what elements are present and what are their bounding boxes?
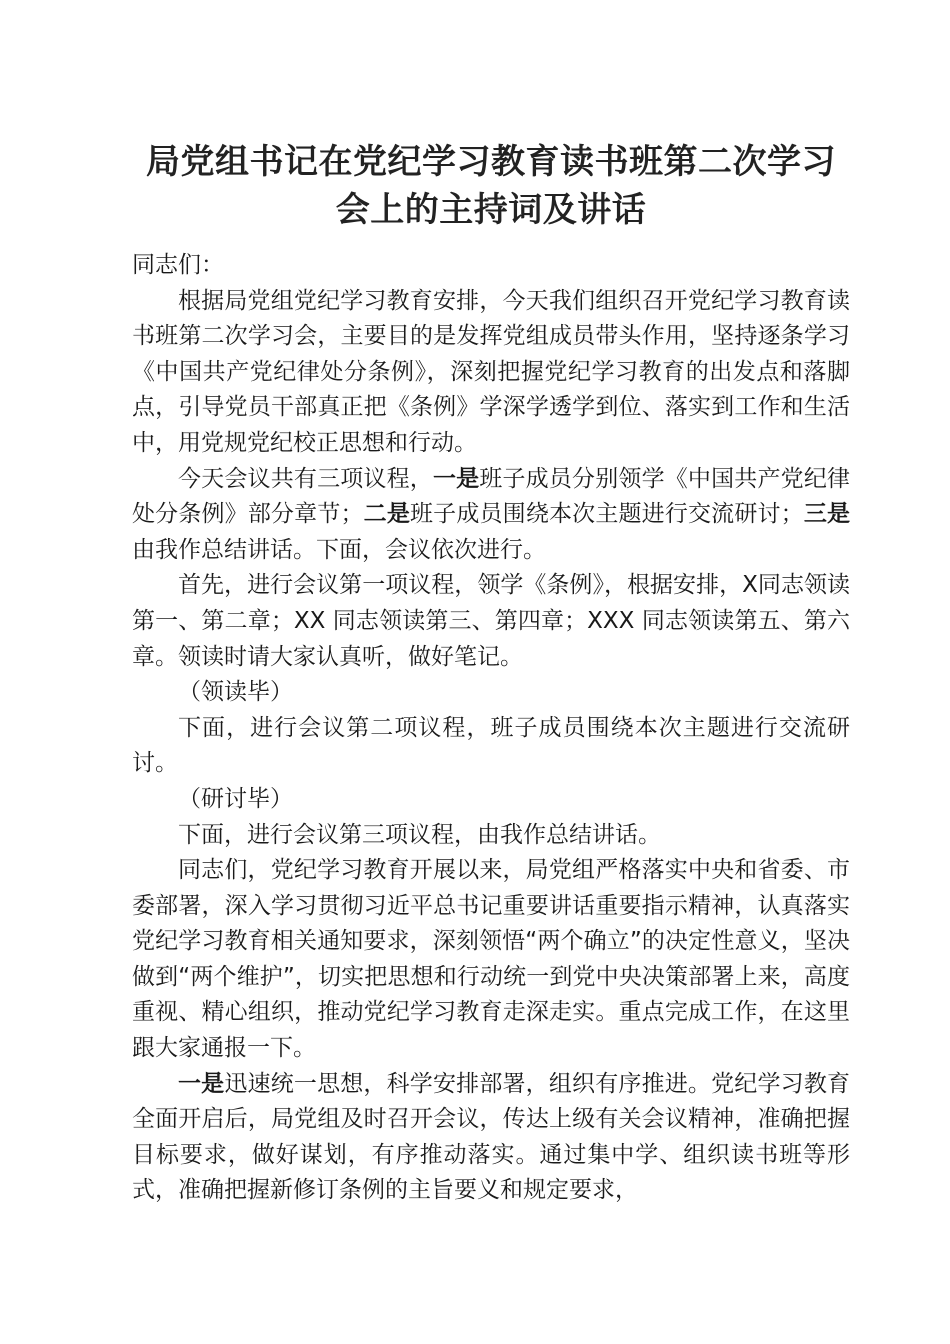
document-page — [132, 138, 850, 1209]
agenda-item-1-marker: 一是 — [432, 465, 480, 492]
paragraph-third-item: 下面，进行会议第三项议程，由我作总结讲话。 — [178, 821, 661, 848]
paragraph-second-item: 下面，进行会议第二项议程，班子成员围绕本次主题进行交流研讨。 — [132, 714, 850, 777]
document-title — [132, 138, 850, 234]
document-body — [132, 248, 850, 1209]
agenda-text-2: 班子成员分别领学《中国共产党纪律处分条例》部分章节； — [132, 465, 851, 528]
agenda-text-3: 班子成员围绕本次主题进行交流研讨； — [410, 501, 804, 528]
point-one-marker: 一是 — [178, 1070, 225, 1097]
paragraph-agenda — [132, 462, 850, 569]
title-line-2: 会上的主持词及讲话 — [335, 190, 647, 230]
paragraph-point-one — [132, 1067, 850, 1209]
stage-note-discussion-done: （研讨毕） — [178, 785, 293, 812]
agenda-text-4: 由我作总结讲话。下面，会议依次进行。 — [132, 536, 546, 563]
agenda-item-3-marker: 三是 — [803, 501, 851, 528]
paragraph-speech-overview: 同志们，党纪学习教育开展以来，局党组严格落实中央和省委、市委部署，深入学习贯彻习近平总书记重要讲话重要指示精神，认真落实党纪学习教育相关通知要求，深刻领悟“两个确立”的决定性意义，坚决做到“两个维护”，切实把思想和行动统一到党中央决策部署上来，高度重视、精心组织，推动党纪学习教育走深走实。重点完成工作，在这里跟大家通报一下。 — [132, 857, 850, 1062]
paragraph-intro: 根据局党组党纪学习教育安排，今天我们组织召开党纪学习教育读书班第二次学习会，主要目的是发挥党组成员带头作用，坚持逐条学习《中国共产党纪律处分条例》，深刻把握党纪学习教育的出发点和落脚点，引导党员干部真正把《条例》学深学透学到位、落实到工作和生活中，用党规党纪校正思想和行动。 — [132, 287, 850, 456]
agenda-item-2-marker: 二是 — [363, 501, 410, 528]
point-one-text: 迅速统一思想，科学安排部署，组织有序推进。党纪学习教育全面开启后，局党组及时召开会议，传达上级有关会议精神，准确把握目标要求，做好谋划，有序推动落实。通过集中学、组织读书班等形式，准确把握新修订条例的主旨要义和规定要求， — [132, 1070, 851, 1204]
stage-note-reading-done: （领读毕） — [178, 679, 293, 706]
salutation: 同志们： — [132, 252, 224, 278]
paragraph-first-item: 首先，进行会议第一项议程，领学《条例》，根据安排，X同志领读第一、第二章；XX 同志领读第三、第四章；XXX 同志领读第五、第六章。领读时请大家认真听，做好笔记。 — [132, 572, 850, 670]
title-line-1: 局党组书记在党纪学习教育读书班第二次学习 — [146, 142, 836, 182]
agenda-text-1: 今天会议共有三项议程， — [178, 465, 433, 492]
